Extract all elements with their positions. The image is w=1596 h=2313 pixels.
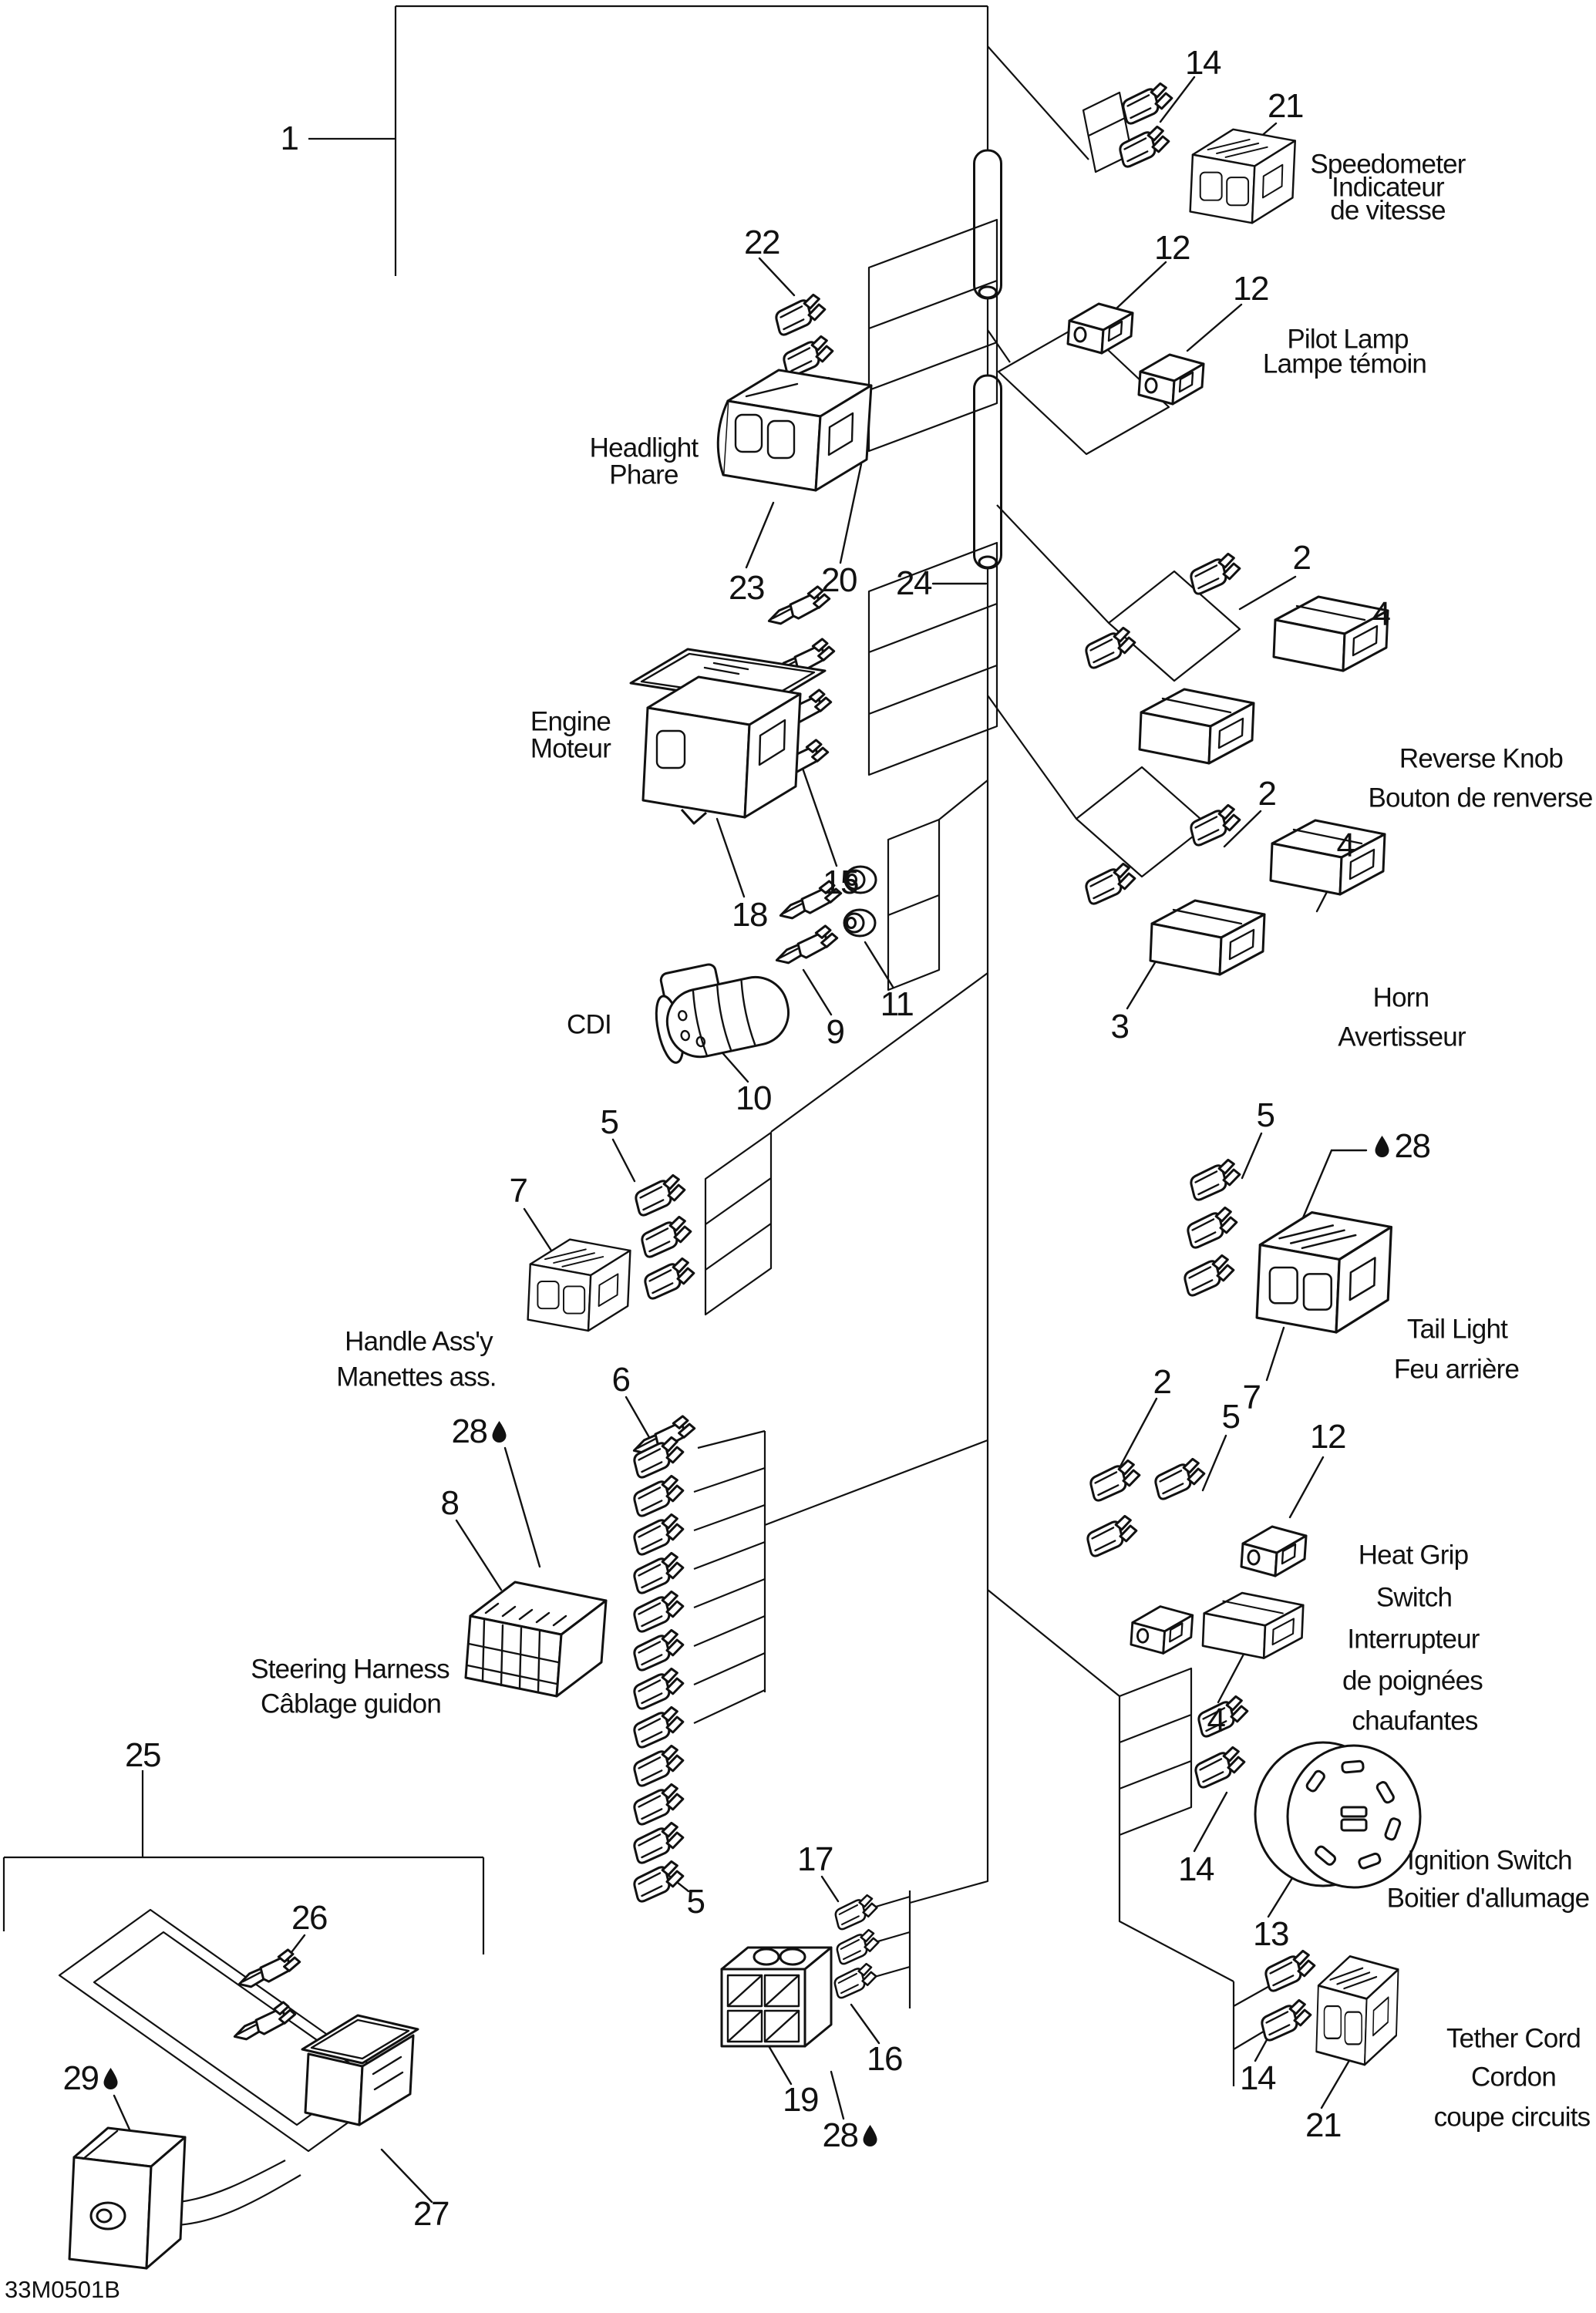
label-pilot-lamp-fr: Lampe témoin xyxy=(1262,348,1427,379)
label-tether-fr2: coupe circuits xyxy=(1433,2102,1591,2133)
grease-drop-icon xyxy=(1374,1135,1391,1158)
heat-grip-parts xyxy=(1084,1457,1306,1658)
callout-main-harness: 1 xyxy=(280,120,298,157)
callout-speedo-terminal: 14 xyxy=(1185,44,1221,82)
branch-plane-lines xyxy=(4,93,1272,2225)
callout-ignition-switch: 13 xyxy=(1253,1915,1288,1953)
tail-light-parts xyxy=(1181,1158,1391,1332)
callout-heat-housing: 4 xyxy=(1207,1702,1225,1739)
label-ignition-en: Ignition Switch xyxy=(1407,1845,1572,1876)
callout-tail-grease-number: 28 xyxy=(1394,1127,1430,1165)
reverse-knob-parts xyxy=(1083,552,1388,763)
callout-cdi-housing: 10 xyxy=(736,1079,771,1117)
callout-reverse-terminal: 2 xyxy=(1292,539,1311,577)
callout-c19-housing: 19 xyxy=(783,2081,818,2119)
label-engine-fr: Moteur xyxy=(530,733,611,764)
callout-headlight-terminal-a: 22 xyxy=(744,224,779,261)
headlight-parts xyxy=(718,293,871,490)
steering-chain-terminals xyxy=(466,1436,686,1902)
callout-handle-terminal: 5 xyxy=(600,1103,618,1141)
sub-harness-parts xyxy=(69,1948,418,2268)
label-tail-light-fr: Feu arrière xyxy=(1393,1354,1520,1385)
callout-sub-terminal: 26 xyxy=(291,1899,327,1937)
callout-sub-housing: 27 xyxy=(413,2195,449,2233)
handle-parts xyxy=(528,1173,698,1456)
callout-pilot-a: 12 xyxy=(1154,229,1190,267)
label-speedometer-fr2: de vitesse xyxy=(1330,195,1446,226)
callout-tail-grease xyxy=(1374,1127,1430,1165)
pilot-lamp-parts xyxy=(1068,304,1204,404)
label-heat-grip-3: Interrupteur xyxy=(1347,1624,1480,1655)
grease-drop-icon xyxy=(490,1420,507,1443)
callout-c19-grease xyxy=(822,2116,879,2154)
callout-heat-terminal-b: 5 xyxy=(1221,1398,1240,1436)
label-horn-en: Horn xyxy=(1372,982,1429,1013)
callout-c19-terminal-b: 16 xyxy=(867,2040,902,2078)
engine-parts xyxy=(631,584,837,823)
callout-engine-housing: 18 xyxy=(732,896,767,934)
label-reverse-fr: Bouton de renverse xyxy=(1368,783,1593,813)
callout-horn-housing: 4 xyxy=(1336,827,1355,864)
callout-horn-terminal-a: 2 xyxy=(1258,775,1276,813)
label-heat-grip-4: de poignées xyxy=(1342,1665,1483,1696)
label-headlight-fr: Phare xyxy=(609,460,678,490)
callout-tether-housing: 21 xyxy=(1305,2106,1341,2144)
label-ignition-fr: Boitier d'allumage xyxy=(1386,1883,1590,1914)
label-headlight-en: Headlight xyxy=(589,433,699,463)
callout-c19-terminal-a: 17 xyxy=(797,1840,833,1878)
callout-ignition-terminal: 14 xyxy=(1178,1850,1214,1888)
grease-drop-icon xyxy=(102,2067,119,2090)
label-tether-fr1: Cordon xyxy=(1471,2062,1556,2092)
label-speedometer-fr1: Indicateur xyxy=(1332,172,1444,203)
callout-cdi-grommet: 11 xyxy=(880,985,914,1023)
callout-horn-terminal-b: 3 xyxy=(1110,1008,1129,1045)
callout-engine-terminal: 15 xyxy=(823,864,858,901)
grease-drop-icon xyxy=(861,2124,878,2147)
label-heat-grip-5: chaufantes xyxy=(1352,1705,1478,1736)
callout-tether-terminal: 14 xyxy=(1240,2059,1275,2097)
label-speedometer-en: Speedometer xyxy=(1310,149,1466,180)
callout-tail-terminal: 5 xyxy=(1256,1096,1274,1134)
label-tether-en: Tether Cord xyxy=(1446,2023,1581,2054)
connector19-parts xyxy=(722,1894,881,2046)
label-heat-grip-1: Heat Grip xyxy=(1358,1540,1469,1571)
callout-heat-terminal-a: 2 xyxy=(1153,1363,1171,1401)
callout-handle-terminal-b: 6 xyxy=(611,1361,630,1399)
label-reverse-en: Reverse Knob xyxy=(1399,743,1564,774)
callout-steering-grease xyxy=(451,1412,508,1450)
label-engine-en: Engine xyxy=(530,706,611,737)
callout-steering-grease-number: 28 xyxy=(451,1412,487,1450)
callout-sub-box-grease-number: 29 xyxy=(62,2059,99,2097)
label-handle-en: Handle Ass'y xyxy=(345,1326,493,1357)
label-cdi: CDI xyxy=(567,1009,611,1040)
label-tail-light-en: Tail Light xyxy=(1406,1314,1508,1345)
label-heat-grip-2: Switch xyxy=(1375,1582,1453,1613)
callout-steering-terminal: 5 xyxy=(686,1883,705,1921)
callout-sub-box-grease xyxy=(62,2059,120,2097)
callout-cdi-terminal: 9 xyxy=(826,1013,844,1051)
callout-sub-harness: 25 xyxy=(125,1736,160,1774)
callout-handle-housing: 7 xyxy=(509,1172,527,1210)
callout-reverse-housing: 4 xyxy=(1372,595,1390,633)
callout-speedo-housing: 21 xyxy=(1268,87,1303,125)
callout-c19-grease-number: 28 xyxy=(822,2116,858,2154)
callout-headlight-tube: 24 xyxy=(896,564,931,602)
label-handle-fr: Manettes ass. xyxy=(336,1362,497,1392)
callout-heat-housing-small: 12 xyxy=(1310,1418,1345,1456)
callout-tail-housing: 7 xyxy=(1242,1379,1261,1416)
callout-steering-housing: 8 xyxy=(440,1484,459,1522)
label-horn-fr: Avertisseur xyxy=(1338,1022,1466,1052)
callout-headlight-housing: 23 xyxy=(729,569,764,607)
label-steering-fr: Câblage guidon xyxy=(260,1688,442,1719)
drawing-code: 33M0501B xyxy=(5,2276,120,2303)
tether-parts xyxy=(1258,1949,1398,2065)
callout-pilot-b: 12 xyxy=(1233,270,1268,308)
label-pilot-lamp-en: Pilot Lamp xyxy=(1287,324,1409,355)
label-steering-en: Steering Harness xyxy=(251,1654,450,1685)
callout-headlight-terminal-b: 20 xyxy=(821,561,857,599)
